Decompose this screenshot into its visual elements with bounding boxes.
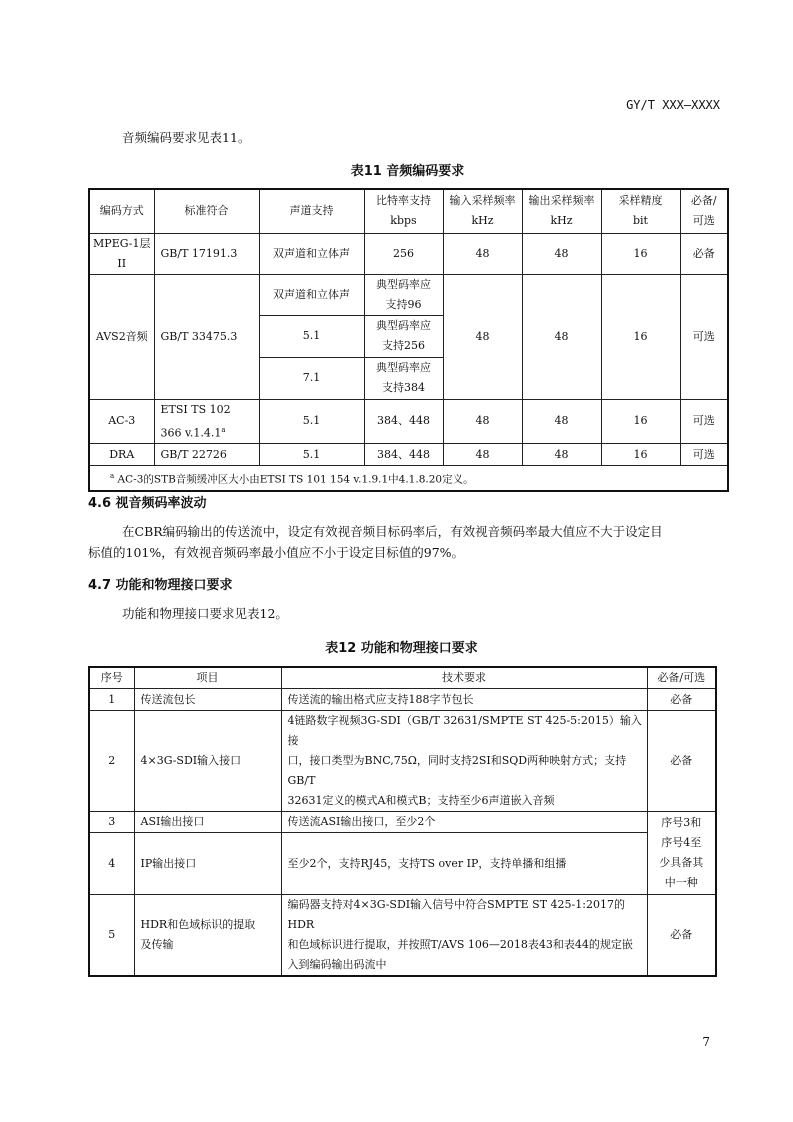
cell-in-rate: 48 <box>443 274 522 399</box>
table-row <box>89 833 716 895</box>
table12-caption: 表12 功能和物理接口要求 <box>325 641 478 656</box>
page-number: 7 <box>702 1035 710 1049</box>
cell-item: ASI输出接口 <box>134 812 281 833</box>
cell-in-rate: 48 <box>443 233 522 274</box>
cell-standard: GB/T 17191.3 <box>154 233 259 274</box>
table-row <box>89 233 728 274</box>
interface-table <box>88 666 717 977</box>
header-req-l2: 可选 <box>692 214 715 228</box>
header-in-rate-l1: 输入采样频率 <box>449 194 516 208</box>
cell-precision: 16 <box>601 444 680 466</box>
header-in-rate-l2: kHz <box>471 214 494 228</box>
cell-standard <box>154 399 259 444</box>
cell-out-rate: 48 <box>522 444 601 466</box>
header-out-rate <box>522 189 601 233</box>
header-item: 项目 <box>134 667 281 689</box>
cell-tech-l3: 入到编码输出码流中 <box>287 958 387 971</box>
table-row <box>89 274 728 315</box>
cell-req-l2: 序号4至 <box>661 836 702 849</box>
header-out-rate-l2: kHz <box>550 214 573 228</box>
cell-standard: GB/T 22726 <box>154 444 259 466</box>
cell-no: 2 <box>89 711 134 812</box>
cell-bitrate-l2: 支持256 <box>382 339 425 352</box>
cell-bitrate: 384、448 <box>364 399 443 444</box>
cell-req: 可选 <box>680 444 728 466</box>
cell-out-rate: 48 <box>522 233 601 274</box>
cell-standard-l1: ETSI TS 102 <box>160 402 231 416</box>
cell-req <box>647 812 716 895</box>
header-req: 必备/可选 <box>647 667 716 689</box>
cell-tech <box>281 711 647 812</box>
cell-bitrate-l2: 支持384 <box>382 381 425 394</box>
header-in-rate <box>443 189 522 233</box>
table-header-row <box>89 189 728 233</box>
cell-precision: 16 <box>601 233 680 274</box>
cell-req-l4: 中一种 <box>664 876 698 889</box>
cell-req: 必备 <box>647 711 716 812</box>
header-precision-l2: bit <box>633 214 648 228</box>
header-codec: 编码方式 <box>89 189 154 233</box>
cell-bitrate-l2: 支持96 <box>385 297 422 311</box>
header-tech: 技术要求 <box>281 667 647 689</box>
cell-item: 4×3G-SDI输入接口 <box>134 711 281 812</box>
header-bitrate-l2: kbps <box>390 214 417 228</box>
cell-req: 必备 <box>680 233 728 274</box>
cell-precision: 16 <box>601 274 680 399</box>
cell-codec: AC-3 <box>89 399 154 444</box>
section-4-6-title: 4.6 视音频码率波动 <box>88 496 207 511</box>
table-row <box>89 689 716 711</box>
cell-item: IP输出接口 <box>134 833 281 895</box>
header-precision-l1: 采样精度 <box>618 194 663 208</box>
cell-channels: 5.1 <box>259 315 364 357</box>
cell-item-l2: 及传输 <box>140 938 174 951</box>
cell-no: 3 <box>89 812 134 833</box>
cell-req: 必备 <box>647 895 716 977</box>
intro-table11: 音频编码要求见表11。 <box>122 130 251 145</box>
cell-tech: 传送流ASI输出接口，至少2个 <box>281 812 647 833</box>
cell-bitrate <box>364 274 443 315</box>
intro-table12: 功能和物理接口要求见表12。 <box>122 606 288 621</box>
cell-item <box>134 895 281 977</box>
cell-item-l1: HDR和色域标识的提取 <box>140 918 256 931</box>
cell-req-l3: 少具备其 <box>659 856 704 869</box>
header-precision <box>601 189 680 233</box>
header-req <box>680 189 728 233</box>
audio-coding-table <box>88 188 729 492</box>
header-no: 序号 <box>89 667 134 689</box>
header-out-rate-l1: 输出采样频率 <box>528 194 595 208</box>
cell-channels: 5.1 <box>259 444 364 466</box>
cell-out-rate: 48 <box>522 399 601 444</box>
footnote-mark: a <box>221 425 226 434</box>
cell-bitrate <box>364 357 443 399</box>
table-row <box>89 895 716 977</box>
header-channels: 声道支持 <box>259 189 364 233</box>
cell-precision: 16 <box>601 399 680 444</box>
cell-tech-l1: 4链路数字视频3G-SDI（GB/T 32631/SMPTE ST 425-5:2015）输入接 <box>287 714 642 747</box>
cell-no: 1 <box>89 689 134 711</box>
cell-channels: 7.1 <box>259 357 364 399</box>
header-bitrate <box>364 189 443 233</box>
table11-caption: 表11 音频编码要求 <box>350 164 465 179</box>
cell-standard: GB/T 33475.3 <box>154 274 259 399</box>
cell-tech-l1: 编码器支持对4×3G-SDI输入信号中符合SMPTE ST 425-1:2017的HDR <box>287 898 625 931</box>
note-mark: a <box>110 472 115 481</box>
cell-codec: DRA <box>89 444 154 466</box>
table-row <box>89 399 728 444</box>
table-row <box>89 812 716 833</box>
cell-bitrate-l1: 典型码率应 <box>376 361 431 374</box>
cell-standard-l2: 366 v.1.4.1 <box>160 426 222 440</box>
cell-bitrate: 256 <box>364 233 443 274</box>
cell-in-rate: 48 <box>443 399 522 444</box>
section-4-7-title: 4.7 功能和物理接口要求 <box>88 578 233 593</box>
header-req-l1: 必备/ <box>690 194 717 208</box>
cell-no: 5 <box>89 895 134 977</box>
cell-tech-l2: 和色域标识进行提取，并按照T/AVS 106—2018表43和表44的规定嵌 <box>287 938 633 951</box>
cell-tech <box>281 895 647 977</box>
cell-channels: 双声道和立体声 <box>259 274 364 315</box>
section-4-6-line1: 在CBR编码输出的传送流中，设定有效视音频目标码率后，有效视音频码率最大值应不大于设定目 <box>122 524 663 539</box>
cell-tech: 至少2个，支持RJ45，支持TS over IP，支持单播和组播 <box>281 833 647 895</box>
cell-codec: AVS2音频 <box>89 274 154 399</box>
cell-req: 必备 <box>647 689 716 711</box>
cell-req: 可选 <box>680 399 728 444</box>
cell-item: 传送流包长 <box>134 689 281 711</box>
cell-tech-l2: 口，接口类型为BNC,75Ω，同时支持2SI和SQD两种映射方式；支持GB/T <box>287 754 627 787</box>
header-standard: 标准符合 <box>154 189 259 233</box>
cell-channels: 5.1 <box>259 399 364 444</box>
cell-codec: MPEG-1层II <box>89 233 154 274</box>
section-4-6-line2: 标值的101%，有效视音频码率最小值应不小于设定目标值的97%。 <box>88 545 465 560</box>
cell-bitrate <box>364 315 443 357</box>
cell-req-l1: 序号3和 <box>661 816 702 829</box>
table-note-row <box>89 466 728 491</box>
cell-tech: 传送流的输出格式应支持188字节包长 <box>281 689 647 711</box>
document-code: GY/T XXX—XXXX <box>626 98 720 112</box>
cell-in-rate: 48 <box>443 444 522 466</box>
cell-req: 可选 <box>680 274 728 399</box>
cell-tech-l3: 32631定义的模式A和模式B；支持至少6声道嵌入音频 <box>287 794 555 807</box>
header-bitrate-l1: 比特率支持 <box>376 194 431 208</box>
table-note <box>89 466 728 491</box>
table-header-row <box>89 667 716 689</box>
cell-bitrate-l1: 典型码率应 <box>376 319 431 332</box>
table-row <box>89 444 728 466</box>
table-row <box>89 711 716 812</box>
cell-no: 4 <box>89 833 134 895</box>
cell-bitrate-l1: 典型码率应 <box>376 277 431 291</box>
note-text: AC-3的STB音频缓冲区大小由ETSI TS 101 154 v.1.9.1中4.1.8.20定义。 <box>114 473 474 486</box>
cell-out-rate: 48 <box>522 274 601 399</box>
cell-bitrate: 384、448 <box>364 444 443 466</box>
cell-channels: 双声道和立体声 <box>259 233 364 274</box>
